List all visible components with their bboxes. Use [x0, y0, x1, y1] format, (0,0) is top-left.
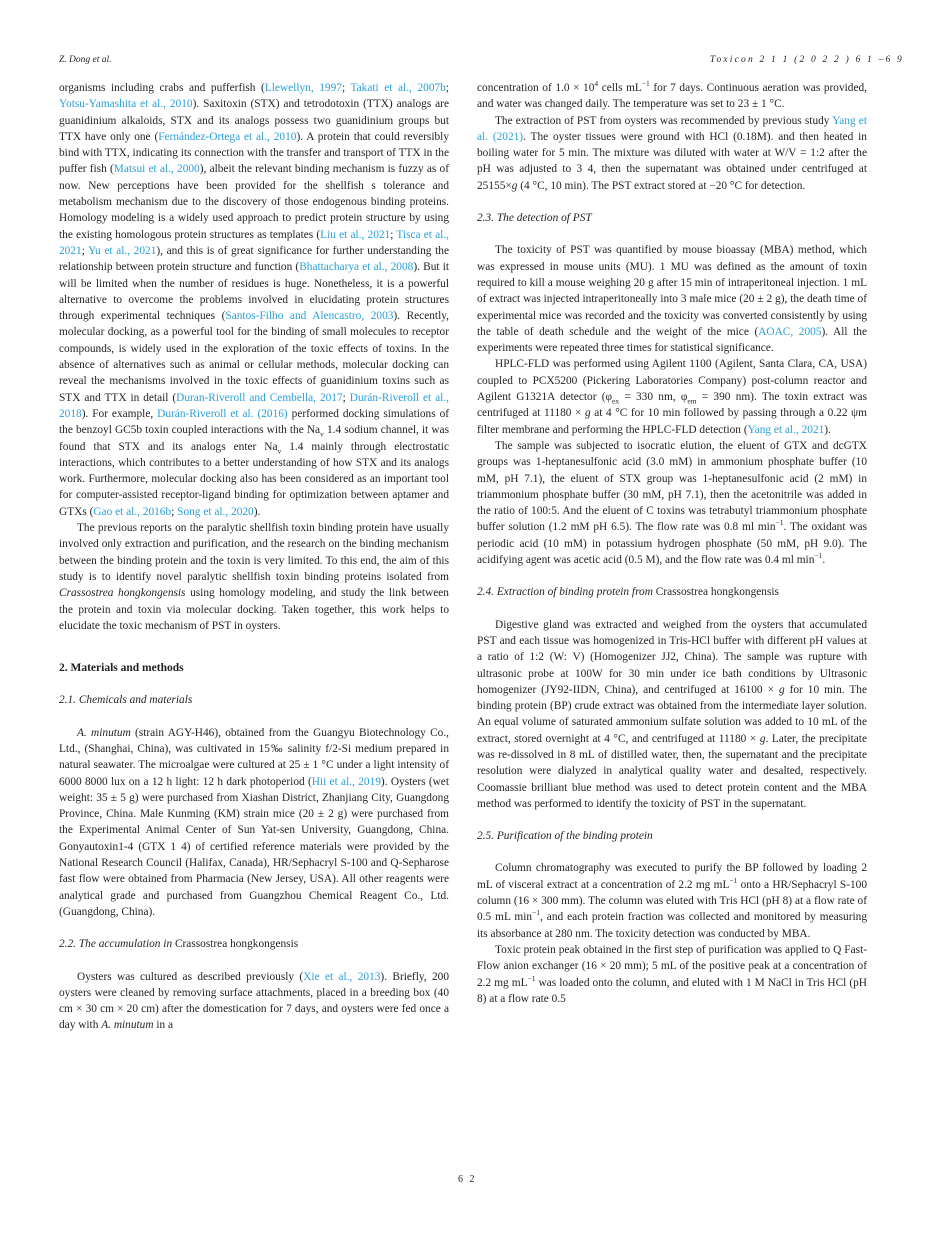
citation-link[interactable]: Fernández-Ortega et al., 2010: [158, 130, 297, 143]
purification-paragraph-1: Column chromatography was executed to purify the BP followed by loading 2 mL of visceral extract at a concentration of 2.2 mg $mL^{-1}$ onto a HR/Sephacryl S-100 column (16 × 300 mm). The column was eluted with Tris HCl (pH 8) at a flow rate of 0.5 mL $\min^{-1}$, and each protein fraction was collected and monitored by measuring its absorbance at 280 nm. The toxicity detection was conducted by MBA.: [477, 862, 867, 940]
citation-link[interactable]: Xie et al., 2013: [303, 970, 381, 983]
citation-link[interactable]: Matsui et al., 2000: [113, 163, 200, 176]
subsection-heading: 2.2. The accumulation in Crassostrea hongkongensis: [59, 938, 299, 951]
citation-link[interactable]: Liu et al., 2021: [320, 228, 391, 241]
intro-paragraph-2: The previous reports on the paralytic shellfish toxin binding protein have usually involved only extraction and purification, and the research on the binding mechanism between the binding protein and the toxin is very limited. To this end, the aim of this study is to identify novel paralytic shellfish toxin binding proteins isolated from Crassostrea hongkongensis using homology modeling, and study the link between the protein and toxin via molecular docking. Taken together, this work helps to elucidate the toxic mechanism of PST in oysters.: [59, 522, 449, 632]
extraction-paragraph: The extraction of PST from oysters was recommended by previous study Yang et al. (2021). The oyster tissues were ground with HCl (0.18M). and then heated in boiling water for 5 min. The mixture was diluted with water at W/V = 1:2 after the pH was adjusted to 3 4, then the supernatant was obtained under centrifuged at 25155×g (4 °C, 10 min). The PST extract stored at −20 °C for detection.: [477, 114, 867, 192]
citation-link[interactable]: Durán-Riveroll et al. (2016): [157, 407, 288, 420]
citation-link[interactable]: Santos-Filho and Alencastro, 2003: [225, 310, 394, 323]
detection-paragraph-1: The toxicity of PST was quantified by mouse bioassay (MBA) method, which was expressed in mouse units (MU). 1 MU was defined as the amount of toxin required to kill a mouse weighing 20 g after 15 min of intraperitoneal injection. 1 mL of extract was injected intraperitoneally into 3 male mice (20 ± 2 g), the death time of experimental mice was recorded and the toxicity was converted consistently by using the table of death schedule and the weight of the mice (AOAC, 2005). All the experiments were repeated three times for statistical significance.: [477, 244, 867, 355]
running-header-authors: Z. Dong et al.: [59, 55, 112, 65]
accumulation-paragraph: Oysters was cultured as described previously (Xie et al., 2013). Briefly, 200 oysters were cleaned by removing surface attachments, placed in a breeding box (40 cm × 30 cm × 20 cm) after the domestication for 7 days, and oysters were fed once a day with A. minutum in a: [59, 970, 450, 1032]
citation-link[interactable]: Song et al., 2020: [177, 505, 254, 518]
page-number: 6 2: [458, 1174, 477, 1185]
subsection-heading: 2.1. Chemicals and materials: [59, 694, 193, 707]
subsection-heading: 2.4. Extraction of binding protein from Crassostrea hongkongensis: [477, 586, 779, 599]
intro-paragraph-1: organisms including crabs and pufferfish (Llewellyn, 1997; Takati et al., 2007b; Yotsu-Yamashita et al., 2010). Saxitoxin (STX) and tetrodotoxin (TTX) analogs are guanidinium alkaloids, STX and its analogs possess two guanidinium groups but TTX have only one (Fernández-Ortega et al., 2010). A protein that could reversibly bind with TTX, indicating its connection with the transfer and transport of TTX in the puffer fish (Matsui et al., 2000), albeit the relevant binding mechanism is fuzzy as of now. New perceptions have been provided for the shellfish s tolerance and metabolism mechanism due to the discovery of those endogenous binding proteins. Homology modeling is a widely used approach to predict protein structure by using the existing homologous protein structures as templates (Liu et al., 2021; Tisca et al., 2021; Yu et al., 2021), and this is of great significance for further understanding the relationship between protein structure and function (Bhattacharya et al., 2008). But it will be limited when the number of residues is huge. Nonetheless, it is a powerful alternative to overcome the problems involved in elucidating protein structures through experimental techniques (Santos-Filho and Alencastro, 2003). Recently, molecular docking, as a powerful tool for the binding of small molecules to receptor compounds, is widely used in the exploration of the toxic effects of toxins. In the absence of alternatives such as animal or cellular methods, molecular docking can reveal the mechanisms involved in the toxic effects of guanidinium toxins such as STX and TTX in detail (Duran-Riveroll and Cembella, 2017; Durán-Riveroll et al., 2018). For example, Durán-Riveroll et al. (2016) performed docking simulations of the benzoyl GC5b toxin coupled interactions with the $Na_v$ 1.4 sodium channel, it was found that STX and its analogs enter $Na_v$ 1.4 mainly through electrostatic interactions, which contributes to a better understanding of how STX and its analogs work. Furthermore, molecular docking also has been considered as an important tool for computer-assisted receptor-ligand binding for optimization between aptamer and GTXs (Gao et al., 2016b; Song et al., 2020).: [59, 82, 450, 518]
continued-paragraph: concentration of $1.0 \times 10^4$ cells $mL^{-1}$ for 7 days. Continuous aeration was provided, and water was changed daily. The temperature was set to 23 ± 1 °C.: [477, 79, 867, 111]
citation-link[interactable]: Duran-Riveroll and Cembella, 2017: [176, 391, 343, 404]
section-heading: 2. Materials and methods: [59, 662, 184, 675]
subsection-heading: 2.5. Purification of the binding protein: [477, 830, 653, 843]
citation-link[interactable]: Tisca et al., 2021: [59, 228, 450, 257]
subsection-heading: 2.3. The detection of PST: [477, 212, 592, 225]
citation-link[interactable]: Durán-Riveroll et al., 2018: [59, 391, 449, 420]
citation-link[interactable]: Bhattacharya et al., 2008: [299, 261, 414, 274]
detection-paragraph-3: The sample was subjected to isocratic elution, the eluent of GTX and dcGTX groups was 1-heptanesulfonic acid (3.0 mM) in ammonium phosphate buffer (10 mM, pH 7.1), the eluent of STX group was 1-heptanesulfonic acid (2 mM) in triammonium phosphate buffer (30 mM, pH 7.1), then the acetonitrile was added in the ratio of 100:5. And the eluent of C toxins was tetrabutyl triammonium phosphate buffer solution (1.2 mM pH 6.5). The flow rate was 0.8 ml $\min^{-1}$. The oxidant was periodic acid (10 mM) in potassium hydrogen phosphate (50 mM, pH 9.0). The acidifying agent was acetic acid (0.5 M), and the flow rate was 0.4 ml $\min^{-1}$.: [477, 439, 867, 567]
citation-link[interactable]: Hii et al., 2019: [311, 775, 381, 788]
purification-paragraph-2: Toxic protein peak obtained in the first step of purification was applied to Q Fast-Flow anion exchanger (16 × 20 mm); 5 mL of the positive peak at a concentration of 2.2 mg $mL^{-1}$ was loaded onto the column, and eluted with 1 M NaCl in Tris HCl (pH 8) at a flow rate 0.5: [477, 943, 867, 1005]
citation-link[interactable]: Yotsu-Yamashita et al., 2010: [59, 98, 193, 111]
detection-paragraph-2: HPLC-FLD was performed using Agilent 1100 (Agilent, Santa Clara, CA, USA) coupled to PCX5200 (Pickering Laboratories Company) post-column reactor and Agilent G1321A detector ($\varphi_{ex} = 330$ nm, $\varphi_{em} = 390$ nm). The toxin extract was centrifuged at 11180 × g at 4 °C for 10 min followed by passing through a 0.22 ψm filter membrane and performing the HPLC-FLD detection (Yang et al., 2021).: [477, 358, 867, 436]
citation-link[interactable]: Gao et al., 2016b: [93, 505, 172, 518]
left-column: [59, 80, 449, 1034]
right-column: [477, 80, 867, 1007]
chemicals-paragraph: A. minutum (strain AGY-H46), obtained from the Guangyu Biotechnology Co., Ltd., (Shanghai, China), was cultivated in 15‰ salinity f/2-Si medium prepared in natural seawater. The microalgae were cultured at 25 ± 1 °C under a light intensity of 6000 8000 lux on a 12 h light: 12 h dark photoperiod (Hii et al., 2019). Oysters (wet weight: 35 ± 5 g) were purchased from Xiashan District, Zhanjiang City, Guangdong Province, China. Male Kunming (KM) strain mice (20 ± 2 g) were purchased from the Experimental Animal Center of Sun Yat-sen University, Guangdong, China. Gonyautoxin1-4 (GTX 1 4) of certified reference materials were provided by the National Research Council (Halifax, Canada), HR/Sephacryl S-100 and Q-Sepharose fast flow were obtained from Pharmacia (New Jersey, USA). All other reagents were analytical grade and purchased from Guangzhou Chemical Reagent Co., Ltd. (Guangdong, China).: [59, 726, 449, 918]
citation-link[interactable]: Llewellyn, 1997: [264, 82, 342, 94]
binding-protein-extraction-paragraph: Digestive gland was extracted and weighed from the oysters that accumulated PST and each tissue was homogenized in Tris-HCl buffer with different pH values at a ratio of 1:2 (W: V) (Homogenizer JJ2, China). The sample was rupture with ultrasonic probe at 100W for 30 min under ice bath conditions by Ultrasonic homogenizer (JY92-IIDN, China), and centrifuged at 16100 × g for 10 min. The binding protein (BP) crude extract was obtained from the intermediate layer solution. An equal volume of saturated ammonium sulfate solution was added to 10 mL of the extract, stored overnight at 4 °C, and centrifuged at 11180 × g. Later, the precipitate was re-dissolved in 8 mL of distilled water, then, the supernatant and the precipitate resolution were dialyzed in analytical quality water and desalted, respectively. Coomassie brilliant blue method was used to detect protein content and the MBA method was performed to identify the toxicity of PST in the supernatant.: [477, 618, 867, 810]
running-header-journal: Toxicon 2 1 1 (2 0 2 2 ) 6 1 –6 9: [709, 55, 904, 65]
citation-link[interactable]: Yang et al. (2021): [477, 114, 867, 143]
citation-link[interactable]: AOAC, 2005: [758, 325, 822, 338]
citation-link[interactable]: Yu et al., 2021: [88, 244, 157, 257]
citation-link[interactable]: Yang et al., 2021: [747, 423, 825, 436]
citation-link[interactable]: Takati et al., 2007b: [350, 82, 446, 94]
